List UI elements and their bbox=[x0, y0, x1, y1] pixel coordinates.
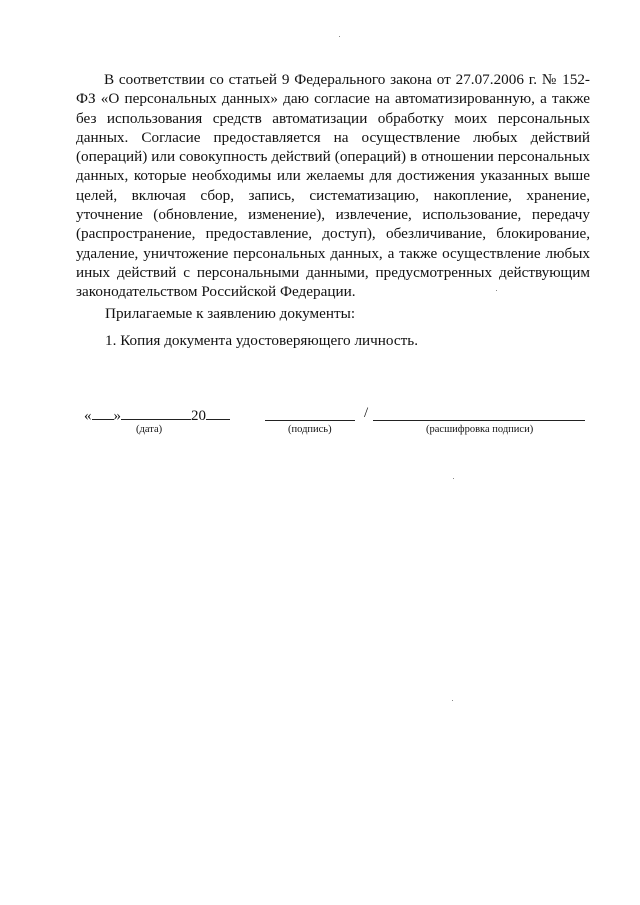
month-blank bbox=[121, 405, 191, 420]
name-caption: (расшифровка подписи) bbox=[426, 424, 534, 435]
attachment-item: 1. Копия документа удостоверяющего личность. bbox=[105, 332, 418, 349]
attachments-heading: Прилагаемые к заявлению документы: bbox=[105, 305, 356, 322]
scan-speck bbox=[496, 290, 497, 291]
signature-block bbox=[0, 405, 640, 445]
year-blank bbox=[206, 405, 230, 420]
date-open-quote: « bbox=[84, 408, 92, 424]
scan-speck bbox=[339, 36, 340, 37]
signature-line bbox=[265, 420, 355, 421]
date-close-quote: » bbox=[113, 408, 121, 424]
name-line bbox=[373, 420, 585, 421]
scan-speck bbox=[453, 478, 454, 479]
date-field bbox=[84, 405, 230, 425]
signature-caption: (подпись) bbox=[288, 424, 332, 435]
day-blank bbox=[92, 405, 114, 420]
scan-speck bbox=[452, 700, 453, 701]
year-prefix: 20 bbox=[191, 408, 206, 424]
consent-paragraph: В соответствии со статьей 9 Федерального закона от 27.07.2006 г. № 152-ФЗ «О персональных данных» даю согласие на автоматизированную, а также без использования средств автоматизации обработку моих персональных данных. Согласие предоставляется на осуществление любых действий (операций) или совокупность действий (операций) в отношении персональных данных, которые необходимы или желаемы для достижения указанных выше целей, включая сбор, запись, систематизацию, накопление, хранение, уточнение (обновление, изменение), извлечение, использование, передачу (распространение, предоставление, доступ), обезличивание, блокирование, удаление, уничтожение персональных данных, а также осуществление любых иных действий с персональными данными, предусмотренных действующим законодательством Российской Федерации. bbox=[76, 71, 590, 301]
separator-slash: / bbox=[364, 405, 369, 421]
date-caption: (дата) bbox=[136, 424, 163, 435]
